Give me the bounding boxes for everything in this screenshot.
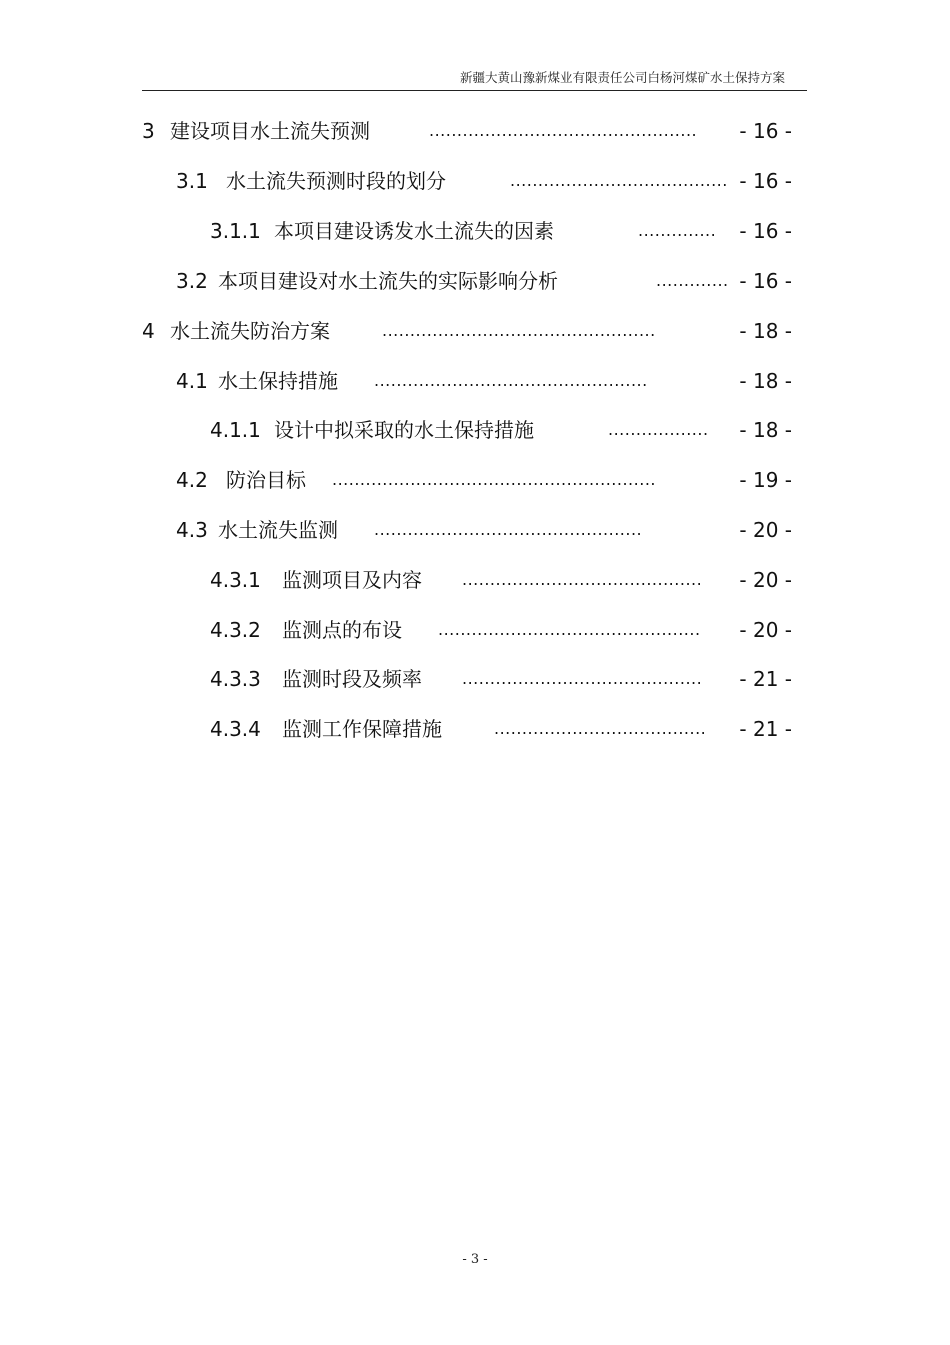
toc-entry-leader: ....................................... <box>510 171 728 190</box>
toc-entry-title: 防治目标 <box>226 468 306 492</box>
toc-entry-leader: ............. <box>656 271 729 290</box>
toc-entry-page: - 21 - <box>739 717 792 741</box>
toc-entry-leader: ........................................... <box>462 669 703 688</box>
toc-entry-leader: ................................................ <box>374 520 643 539</box>
toc-entry-page: - 18 - <box>739 319 792 343</box>
toc-entry-title: 监测项目及内容 <box>282 568 422 592</box>
toc-entry-title: 本项目建设对水土流失的实际影响分析 <box>218 269 558 293</box>
toc-entry-page: - 16 - <box>739 119 792 143</box>
toc-entry-title: 监测工作保障措施 <box>282 717 442 741</box>
toc-entry-number: 3.1 <box>176 169 208 193</box>
toc-entry-number: 4.3.4 <box>210 717 261 741</box>
toc-entry-number: 4.1 <box>176 369 208 393</box>
toc-entry-page: - 16 - <box>739 219 792 243</box>
toc-entry-page: - 21 - <box>739 667 792 691</box>
toc-entry-leader: ............................................... <box>438 620 701 639</box>
toc-entry-number: 4.3.1 <box>210 568 261 592</box>
toc-entry-page: - 18 - <box>739 418 792 442</box>
header-title: 新疆大黄山豫新煤业有限责任公司白杨河煤矿水土保持方案 <box>459 70 785 85</box>
toc-entry[interactable] <box>176 267 792 295</box>
toc-entry-number: 3.2 <box>176 269 208 293</box>
toc-entry[interactable] <box>210 217 792 245</box>
toc-entry-leader: .................. <box>608 420 709 439</box>
toc-entry-number: 3.1.1 <box>210 219 261 243</box>
toc-entry[interactable] <box>142 317 792 345</box>
toc-entry-title: 水土流失预测时段的划分 <box>226 169 446 193</box>
toc-entry-number: 4.3.2 <box>210 618 261 642</box>
toc-entry-leader: ................................................. <box>374 371 648 390</box>
toc-entry-page: - 20 - <box>739 618 792 642</box>
toc-entry-leader: .............. <box>638 221 717 240</box>
toc-entry-leader: ...................................... <box>494 719 707 738</box>
toc-entry-title: 建设项目水土流失预测 <box>170 119 370 143</box>
toc-entry-leader: ........................................... <box>462 570 703 589</box>
toc-entry[interactable] <box>210 416 792 444</box>
toc-entry-leader: .......................................................... <box>332 470 656 489</box>
toc-entry-title: 监测点的布设 <box>282 618 402 642</box>
toc-entry[interactable] <box>142 117 792 145</box>
toc-entry-page: - 16 - <box>739 169 792 193</box>
toc-entry-page: - 18 - <box>739 369 792 393</box>
toc-entry-number: 4.3 <box>176 518 208 542</box>
toc-entry[interactable] <box>210 566 792 594</box>
toc-entry[interactable] <box>176 466 792 494</box>
toc-entry-page: - 19 - <box>739 468 792 492</box>
toc-entry[interactable] <box>210 665 792 693</box>
toc-entry-number: 4.1.1 <box>210 418 261 442</box>
toc-entry-title: 本项目建设诱发水土流失的因素 <box>274 219 554 243</box>
page-number: - 3 - <box>462 1252 488 1267</box>
toc-entry-title: 水土保持措施 <box>218 369 338 393</box>
toc-entry-number: 3 <box>142 119 155 143</box>
toc-entry-title: 水土流失防治方案 <box>170 319 330 343</box>
toc-entry-title: 监测时段及频率 <box>282 667 422 691</box>
toc-entry-number: 4.2 <box>176 468 208 492</box>
toc-entry-leader: ................................................. <box>382 321 656 340</box>
toc-entry-number: 4.3.3 <box>210 667 261 691</box>
toc-entry[interactable] <box>176 367 792 395</box>
toc-entry-page: - 16 - <box>739 269 792 293</box>
toc-entry-leader: ................................................ <box>429 121 698 140</box>
page-header <box>142 64 807 91</box>
toc-entry-page: - 20 - <box>739 518 792 542</box>
toc-entry-title: 水土流失监测 <box>218 518 338 542</box>
toc-entry[interactable] <box>176 516 792 544</box>
toc-entry-page: - 20 - <box>739 568 792 592</box>
toc-entry[interactable] <box>210 616 792 644</box>
toc-entry[interactable] <box>210 715 792 743</box>
toc-entry-number: 4 <box>142 319 155 343</box>
toc-entry-title: 设计中拟采取的水土保持措施 <box>274 418 534 442</box>
toc-entry[interactable] <box>176 167 792 195</box>
